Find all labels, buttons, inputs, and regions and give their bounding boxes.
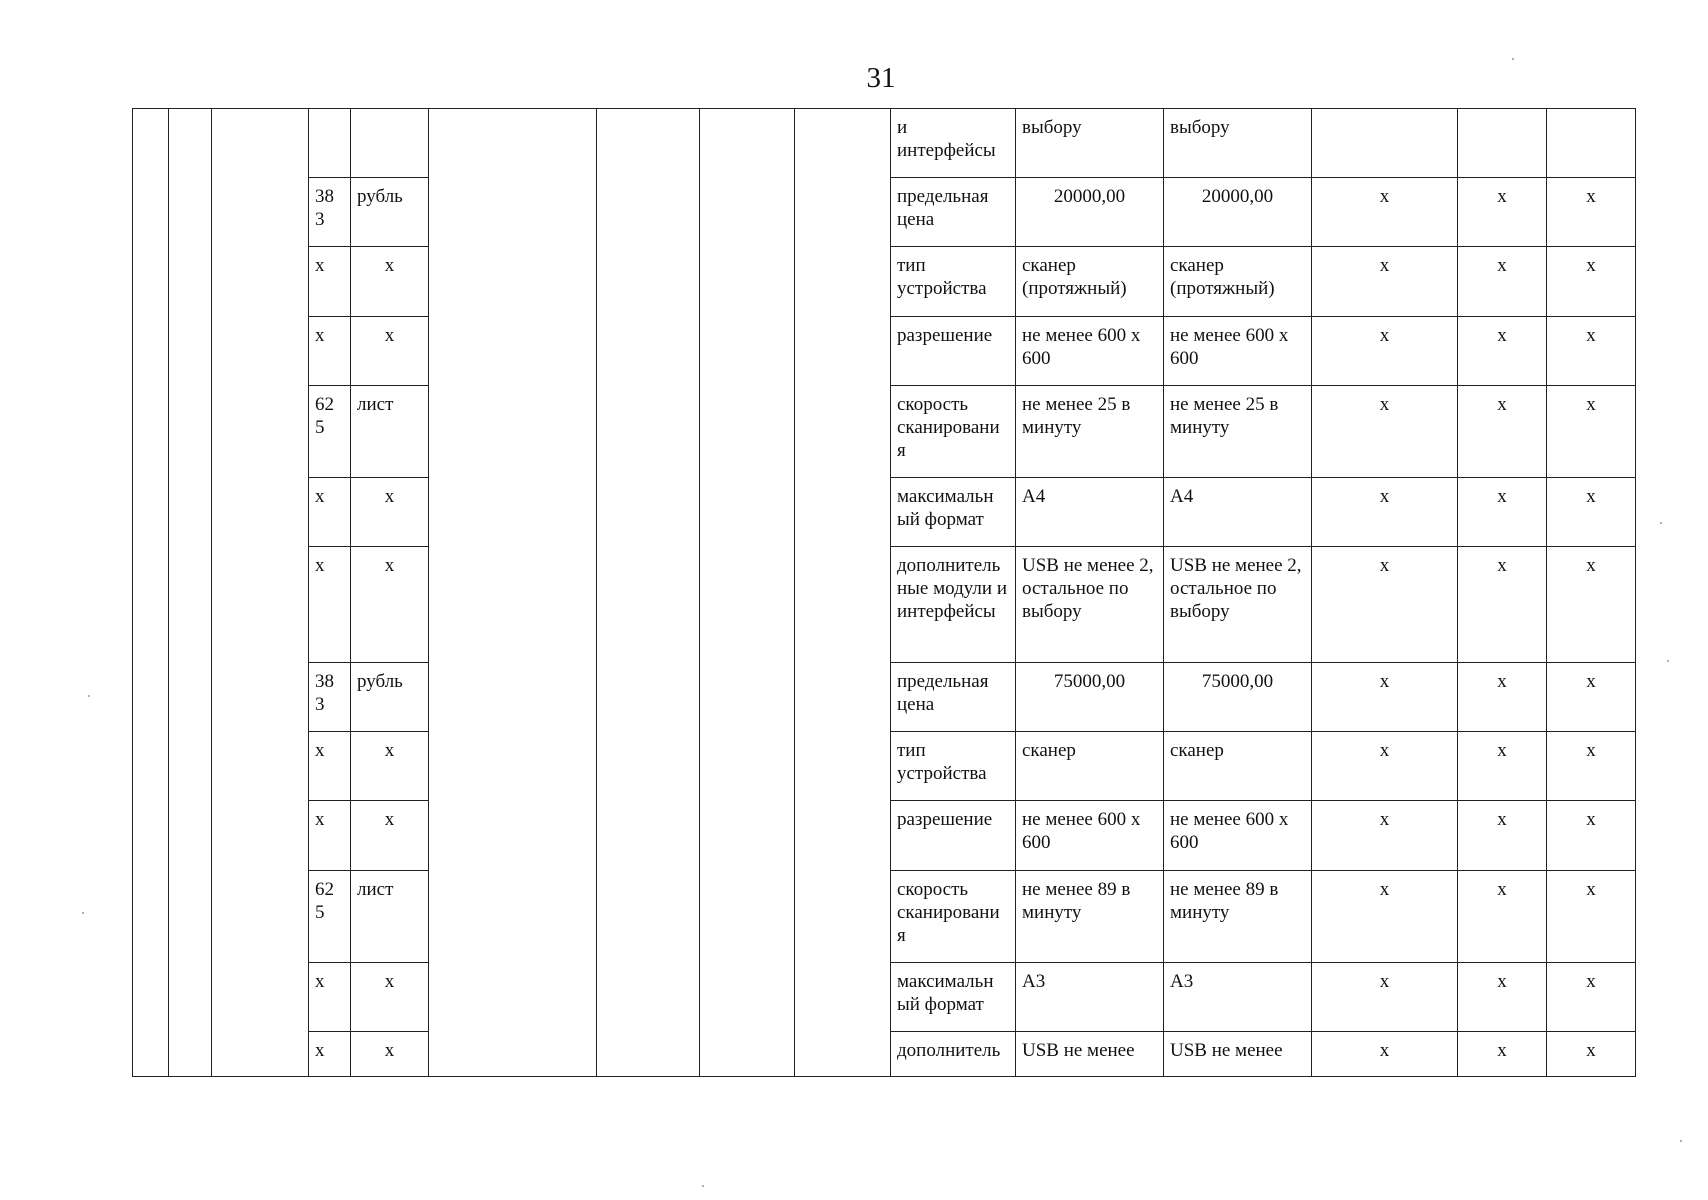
okei-code-cell: 38 3 (309, 178, 351, 247)
x-cell-1: x (1312, 478, 1458, 547)
characteristic-cell: скорость сканировани я (891, 871, 1016, 963)
value-b-cell: А4 (1164, 478, 1312, 547)
okei-code-cell: x (309, 247, 351, 317)
scan-speck (1512, 58, 1514, 60)
value-a-cell: сканер (1016, 732, 1164, 801)
value-b-cell: А3 (1164, 963, 1312, 1032)
scan-speck (1667, 660, 1669, 662)
characteristic-cell: предельная цена (891, 663, 1016, 732)
value-a-cell: не менее 89 в минуту (1016, 871, 1164, 963)
value-a-cell: USB не менее (1016, 1032, 1164, 1077)
x-cell-2: x (1458, 478, 1547, 547)
value-a-cell: сканер (протяжный) (1016, 247, 1164, 317)
okei-code-cell: x (309, 963, 351, 1032)
blank-col-3 (212, 109, 309, 1077)
value-b-cell: USB не менее (1164, 1032, 1312, 1077)
x-cell-2: x (1458, 178, 1547, 247)
okei-code-cell: x (309, 317, 351, 386)
unit-cell: x (351, 801, 429, 871)
value-b-cell: не менее 600 х 600 (1164, 317, 1312, 386)
x-cell-2: x (1458, 386, 1547, 478)
page-number: 31 (866, 62, 896, 94)
okei-code-cell: x (309, 478, 351, 547)
characteristic-cell: дополнитель (891, 1032, 1016, 1077)
characteristic-cell: максимальн ый формат (891, 963, 1016, 1032)
x-cell-1: x (1312, 732, 1458, 801)
value-a-cell: не менее 25 в минуту (1016, 386, 1164, 478)
x-cell-3: x (1547, 663, 1636, 732)
x-cell-2 (1458, 109, 1547, 178)
unit-cell: x (351, 1032, 429, 1077)
x-cell-3: x (1547, 801, 1636, 871)
x-cell-3: x (1547, 732, 1636, 801)
unit-cell: x (351, 732, 429, 801)
value-b-cell: сканер (1164, 732, 1312, 801)
value-b-cell: не менее 89 в минуту (1164, 871, 1312, 963)
characteristic-cell: разрешение (891, 801, 1016, 871)
value-a-cell: А3 (1016, 963, 1164, 1032)
x-cell-2: x (1458, 663, 1547, 732)
x-cell-2: x (1458, 963, 1547, 1032)
x-cell-3: x (1547, 478, 1636, 547)
x-cell-3: x (1547, 1032, 1636, 1077)
okei-code-cell: x (309, 732, 351, 801)
characteristic-cell: предельная цена (891, 178, 1016, 247)
x-cell-2: x (1458, 547, 1547, 663)
okei-code-cell: x (309, 547, 351, 663)
scan-speck (1660, 522, 1662, 524)
x-cell-2: x (1458, 317, 1547, 386)
characteristic-cell: максимальн ый формат (891, 478, 1016, 547)
x-cell-2: x (1458, 1032, 1547, 1077)
x-cell-1: x (1312, 963, 1458, 1032)
okei-code-cell: 62 5 (309, 386, 351, 478)
characteristic-cell: дополнитель ные модули и интерфейсы (891, 547, 1016, 663)
x-cell-2: x (1458, 871, 1547, 963)
table-row (133, 109, 1636, 178)
value-b-cell: USB не менее 2, остальное по выбору (1164, 547, 1312, 663)
x-cell-1: x (1312, 317, 1458, 386)
unit-cell: рубль (351, 178, 429, 247)
okei-code-cell: x (309, 1032, 351, 1077)
x-cell-3: x (1547, 871, 1636, 963)
specification-table (132, 108, 1636, 1077)
blank-col-2 (169, 109, 212, 1077)
x-cell-1: x (1312, 663, 1458, 732)
unit-cell: x (351, 478, 429, 547)
value-a-cell: 75000,00 (1016, 663, 1164, 732)
x-cell-1: x (1312, 871, 1458, 963)
x-cell-3: x (1547, 547, 1636, 663)
x-cell-1 (1312, 109, 1458, 178)
unit-cell: лист (351, 871, 429, 963)
characteristic-cell: скорость сканировани я (891, 386, 1016, 478)
okei-code-cell: 62 5 (309, 871, 351, 963)
x-cell-1: x (1312, 547, 1458, 663)
x-cell-2: x (1458, 732, 1547, 801)
x-cell-3: x (1547, 963, 1636, 1032)
scan-speck (82, 912, 84, 914)
value-a-cell: А4 (1016, 478, 1164, 547)
value-b-cell: не менее 25 в минуту (1164, 386, 1312, 478)
unit-cell: x (351, 247, 429, 317)
x-cell-1: x (1312, 247, 1458, 317)
okei-code-cell (309, 109, 351, 178)
blank-col-8 (700, 109, 795, 1077)
blank-col-6 (429, 109, 597, 1077)
value-a-cell: 20000,00 (1016, 178, 1164, 247)
okei-code-cell: x (309, 801, 351, 871)
blank-col-7 (597, 109, 700, 1077)
value-b-cell: 20000,00 (1164, 178, 1312, 247)
unit-cell: рубль (351, 663, 429, 732)
x-cell-2: x (1458, 801, 1547, 871)
value-b-cell: 75000,00 (1164, 663, 1312, 732)
value-a-cell: выбору (1016, 109, 1164, 178)
characteristic-cell: тип устройства (891, 732, 1016, 801)
x-cell-3: x (1547, 386, 1636, 478)
unit-cell: x (351, 317, 429, 386)
x-cell-3: x (1547, 247, 1636, 317)
characteristic-cell: тип устройства (891, 247, 1016, 317)
blank-col-1 (133, 109, 169, 1077)
x-cell-1: x (1312, 1032, 1458, 1077)
x-cell-1: x (1312, 386, 1458, 478)
value-b-cell: выбору (1164, 109, 1312, 178)
scan-speck (1680, 1140, 1682, 1142)
x-cell-2: x (1458, 247, 1547, 317)
unit-cell: лист (351, 386, 429, 478)
characteristic-cell: разрешение (891, 317, 1016, 386)
value-b-cell: сканер (протяжный) (1164, 247, 1312, 317)
value-a-cell: USB не менее 2, остальное по выбору (1016, 547, 1164, 663)
unit-cell: x (351, 963, 429, 1032)
okei-code-cell: 38 3 (309, 663, 351, 732)
value-a-cell: не менее 600 х 600 (1016, 317, 1164, 386)
characteristic-cell: и интерфейсы (891, 109, 1016, 178)
x-cell-3 (1547, 109, 1636, 178)
x-cell-3: x (1547, 178, 1636, 247)
unit-cell (351, 109, 429, 178)
scan-speck (702, 1185, 704, 1187)
x-cell-1: x (1312, 801, 1458, 871)
blank-col-9 (795, 109, 891, 1077)
value-b-cell: не менее 600 х 600 (1164, 801, 1312, 871)
x-cell-3: x (1547, 317, 1636, 386)
unit-cell: x (351, 547, 429, 663)
x-cell-1: x (1312, 178, 1458, 247)
value-a-cell: не менее 600 х 600 (1016, 801, 1164, 871)
scan-speck (88, 695, 90, 697)
